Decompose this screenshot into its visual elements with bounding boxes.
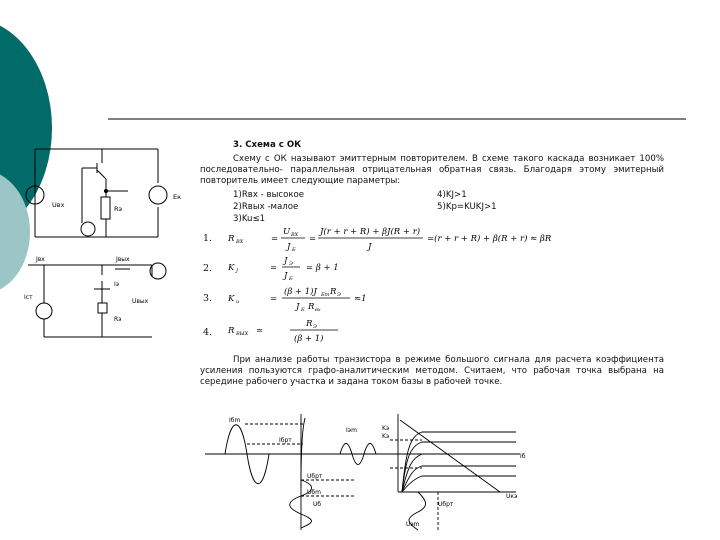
label-u-em: Uэm [406, 521, 420, 528]
label-i-e: Iэ [114, 281, 120, 288]
svg-text:= β + 1: = β + 1 [306, 263, 339, 273]
formula-4 [226, 315, 366, 347]
svg-text:J: J [284, 256, 288, 266]
formula-number-4: 4. [203, 327, 213, 338]
formula-3 [226, 283, 386, 315]
param-3: 3)Ku≤1 [233, 214, 266, 224]
svg-text:Э: Э [313, 324, 317, 330]
svg-text:Э: Э [289, 261, 293, 267]
label-u-brt-right: Uбрт [438, 501, 454, 508]
svg-text:=: = [270, 263, 278, 273]
label-u-brt: Uбрт [307, 473, 323, 480]
svg-text:R: R [228, 234, 235, 244]
svg-text:ВЫХ: ВЫХ [236, 331, 249, 337]
label-j-out: Jвых [116, 256, 130, 263]
svg-text:Б: Б [292, 247, 296, 253]
formula-number-1: 1. [203, 233, 213, 244]
param-5: 5)Kp=KUKJ>1 [437, 202, 497, 212]
svg-text:=: = [271, 234, 279, 244]
label-i-em: Iэm [346, 427, 357, 434]
analysis-paragraph: При анализе работы транзистора в режиме большого сигнала для расчета коэффициента усиления пользуются графо-аналитическим методом. Считаем, что рабочая точка выбрана на середине рабочего участка и задана током базы в рабочей точке. [200, 355, 664, 388]
svg-text:ВХ: ВХ [291, 232, 299, 238]
intro-paragraph: Схему с ОК называют эмиттерным повторителем. В схеме такого каскада возникает 100% последовательно- параллельная отрицательная обратная связь. Благодаря этому эмитерный повторитель имеет следующие параметры: [200, 154, 664, 187]
label-i-b: Iб [520, 453, 526, 460]
svg-text:≃: ≃ [256, 326, 264, 336]
label-k2: Kэ [382, 433, 390, 440]
label-u-k: Uкэ [506, 493, 518, 500]
circuit-diagram-bottom [22, 253, 190, 353]
param-2: 2)Rвых -малое [233, 202, 299, 212]
label-r-e: Rэ [114, 205, 123, 213]
svg-text:R: R [306, 319, 313, 329]
section-heading: 3. Схема с ОК [233, 140, 302, 150]
svg-text:u: u [236, 299, 240, 305]
svg-text:=: = [270, 294, 278, 304]
svg-text:Э: Э [337, 292, 341, 298]
header-rule [108, 118, 686, 120]
svg-text:J: J [368, 242, 372, 252]
svg-text:=: = [309, 234, 317, 244]
svg-text:Б: Б [301, 307, 305, 313]
param-4: 4)KJ>1 [437, 190, 467, 200]
svg-text:Б: Б [289, 276, 293, 282]
svg-text:J: J [236, 268, 239, 274]
svg-text:(β + 1): (β + 1) [294, 334, 324, 344]
formula-1 [226, 222, 596, 256]
formula-number-2: 2. [203, 263, 213, 274]
svg-text:R: R [308, 302, 315, 312]
svg-text:J: J [284, 271, 288, 281]
svg-text:ВХ: ВХ [236, 239, 244, 245]
svg-text:R: R [228, 326, 235, 336]
svg-text:K: K [228, 263, 235, 273]
label-u-bm: Uбm [307, 489, 321, 496]
label-i-brt: Iбрт [279, 437, 292, 444]
svg-text:J: J [287, 242, 291, 252]
label-e-k: Eк [173, 193, 182, 201]
output-characteristic-graph [330, 410, 545, 535]
param-1: 1)Rвх - высокое [233, 190, 305, 200]
formula-number-3: 3. [203, 293, 213, 304]
label-r-e-2: Rэ [114, 316, 122, 323]
svg-text:J: J [296, 302, 300, 312]
svg-text:(β + 1)J: (β + 1)J [284, 287, 317, 297]
svg-text:J(r + r + R) + βJ(R + r): J(r + r + R) + βJ(R + r) [320, 227, 421, 237]
svg-text:Бm: Бm [321, 292, 330, 298]
svg-text:U: U [283, 227, 291, 237]
label-i-bm: Iбm [229, 417, 241, 424]
label-u-out: Uвых [132, 298, 149, 305]
svg-text:≈1: ≈1 [354, 294, 367, 304]
label-u-in: Uвх [52, 201, 65, 209]
label-u-b: Uб [313, 501, 322, 508]
label-k1: Kэ [382, 425, 390, 432]
formula-2 [226, 252, 376, 284]
svg-text:K: K [228, 294, 235, 304]
svg-text:вх: вх [315, 307, 321, 313]
label-j-in: Jвх [36, 256, 45, 263]
svg-text:=(r + r + R) + β(R + r) ≈ βR: =(r + r + R) + β(R + r) ≈ βR [427, 234, 552, 244]
circuit-diagram-top [22, 137, 190, 245]
svg-text:R: R [330, 287, 337, 297]
label-source: Iст [24, 294, 33, 301]
